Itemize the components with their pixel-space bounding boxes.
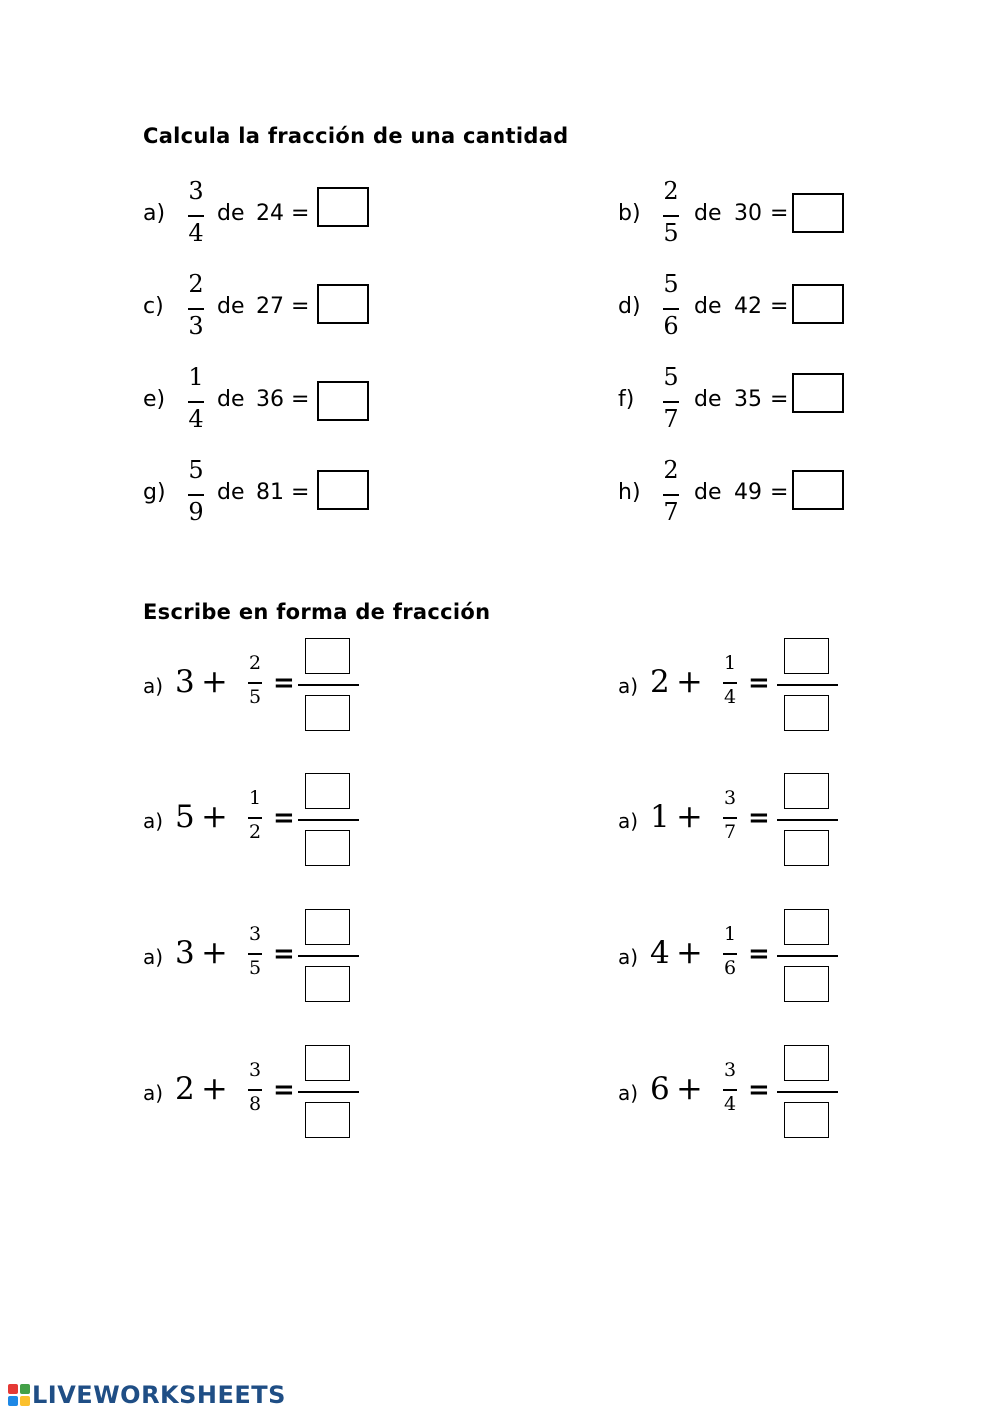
plus-sign: +	[676, 662, 703, 700]
word-de: de	[694, 294, 722, 319]
question-label: b)	[618, 201, 641, 226]
question-label: a)	[618, 809, 639, 833]
answer-fraction-bar	[777, 955, 838, 957]
fraction-bar	[723, 953, 737, 955]
answer-box[interactable]	[317, 470, 369, 510]
fraction-bar	[248, 817, 262, 819]
answer-box[interactable]	[317, 381, 369, 421]
logo-text: LIVEWORKSHEETS	[32, 1381, 286, 1409]
denominator-answer-box[interactable]	[784, 1102, 829, 1138]
equals-sign: =	[273, 1075, 295, 1105]
equals-sign: =	[273, 668, 295, 698]
answer-box[interactable]	[792, 470, 844, 510]
question-label: a)	[143, 945, 164, 969]
whole-number: 6	[650, 1071, 670, 1107]
quantity: 30	[734, 201, 762, 226]
question-label: e)	[143, 387, 166, 412]
equals-sign: =	[748, 939, 770, 969]
fraction-bar	[723, 817, 737, 819]
mixed-question-5	[143, 909, 373, 1009]
numerator-answer-box[interactable]	[784, 638, 829, 674]
whole-number: 3	[175, 664, 195, 700]
fraction-bar	[248, 1089, 262, 1091]
section2-title: Escribe en forma de fracción	[143, 600, 491, 624]
answer-fraction-bar	[777, 819, 838, 821]
answer-box[interactable]	[792, 193, 844, 233]
answer-box[interactable]	[792, 284, 844, 324]
numerator: 2	[248, 652, 262, 674]
word-de: de	[217, 294, 245, 319]
whole-number: 2	[175, 1071, 195, 1107]
denominator: 7	[723, 821, 737, 843]
fraction-bar	[663, 401, 679, 403]
quantity: 49	[734, 480, 762, 505]
denominator: 3	[188, 312, 204, 340]
word-de: de	[694, 387, 722, 412]
fraction-bar	[723, 682, 737, 684]
denominator: 4	[188, 405, 204, 433]
numerator-answer-box[interactable]	[305, 638, 350, 674]
mixed-question-8	[618, 1045, 848, 1145]
answer-fraction-bar	[298, 1091, 359, 1093]
denominator-answer-box[interactable]	[784, 695, 829, 731]
plus-sign: +	[201, 1069, 228, 1107]
numerator: 1	[723, 923, 737, 945]
numerator-answer-box[interactable]	[784, 1045, 829, 1081]
mixed-question-3	[143, 773, 373, 873]
denominator: 4	[723, 686, 737, 708]
mixed-question-1	[143, 638, 373, 738]
answer-fraction-bar	[298, 955, 359, 957]
equals-sign: =	[291, 294, 310, 319]
fraction-bar	[188, 401, 204, 403]
denominator: 2	[248, 821, 262, 843]
fraction-bar	[663, 215, 679, 217]
numerator: 2	[663, 456, 679, 484]
answer-fraction-bar	[777, 684, 838, 686]
quantity: 24	[256, 201, 284, 226]
numerator-answer-box[interactable]	[784, 909, 829, 945]
whole-number: 5	[175, 799, 195, 835]
denominator: 5	[248, 686, 262, 708]
question-label: a)	[143, 201, 166, 226]
whole-number: 2	[650, 664, 670, 700]
fraction-bar	[663, 494, 679, 496]
denominator: 4	[188, 219, 204, 247]
quantity: 42	[734, 294, 762, 319]
question-label: g)	[143, 480, 166, 505]
denominator: 5	[248, 957, 262, 979]
question-label: f)	[618, 387, 635, 412]
word-de: de	[694, 201, 722, 226]
numerator: 1	[188, 363, 204, 391]
quantity: 36	[256, 387, 284, 412]
plus-sign: +	[201, 933, 228, 971]
denominator-answer-box[interactable]	[305, 695, 350, 731]
numerator: 3	[188, 177, 204, 205]
answer-box[interactable]	[317, 187, 369, 227]
answer-box[interactable]	[792, 373, 844, 413]
numerator-answer-box[interactable]	[305, 773, 350, 809]
plus-sign: +	[676, 933, 703, 971]
numerator-answer-box[interactable]	[305, 909, 350, 945]
section1-title: Calcula la fracción de una cantidad	[143, 124, 569, 148]
fraction-bar	[188, 215, 204, 217]
denominator-answer-box[interactable]	[305, 1102, 350, 1138]
question-label: a)	[143, 674, 164, 698]
equals-sign: =	[748, 1075, 770, 1105]
whole-number: 3	[175, 935, 195, 971]
equals-sign: =	[770, 387, 789, 412]
denominator: 8	[248, 1093, 262, 1115]
equals-sign: =	[748, 668, 770, 698]
denominator: 6	[723, 957, 737, 979]
numerator: 2	[663, 177, 679, 205]
numerator: 5	[188, 456, 204, 484]
answer-fraction-bar	[298, 684, 359, 686]
logo-square	[8, 1384, 18, 1394]
question-label: a)	[143, 809, 164, 833]
word-de: de	[694, 480, 722, 505]
equals-sign: =	[273, 939, 295, 969]
denominator: 5	[663, 219, 679, 247]
equals-sign: =	[748, 803, 770, 833]
numerator-answer-box[interactable]	[784, 773, 829, 809]
word-de: de	[217, 387, 245, 412]
denominator: 9	[188, 498, 204, 526]
denominator: 7	[663, 498, 679, 526]
numerator: 1	[248, 787, 262, 809]
word-de: de	[217, 201, 245, 226]
mixed-question-6	[618, 909, 848, 1009]
plus-sign: +	[676, 797, 703, 835]
question-label: a)	[618, 1081, 639, 1105]
denominator-answer-box[interactable]	[784, 830, 829, 866]
equals-sign: =	[291, 480, 310, 505]
fraction-bar	[248, 953, 262, 955]
numerator: 3	[248, 923, 262, 945]
numerator: 3	[248, 1059, 262, 1081]
numerator: 5	[663, 270, 679, 298]
answer-box[interactable]	[317, 284, 369, 324]
question-label: a)	[618, 945, 639, 969]
question-label: a)	[618, 674, 639, 698]
numerator: 3	[723, 787, 737, 809]
denominator: 4	[723, 1093, 737, 1115]
equals-sign: =	[770, 294, 789, 319]
mixed-question-2	[618, 638, 848, 738]
denominator-answer-box[interactable]	[784, 966, 829, 1002]
fraction-bar	[248, 682, 262, 684]
liveworksheets-logo-icon	[8, 1384, 30, 1406]
logo-square	[8, 1396, 18, 1406]
fraction-bar	[188, 494, 204, 496]
quantity: 27	[256, 294, 284, 319]
plus-sign: +	[201, 797, 228, 835]
quantity: 35	[734, 387, 762, 412]
denominator-answer-box[interactable]	[305, 966, 350, 1002]
logo-square	[20, 1396, 30, 1406]
denominator-answer-box[interactable]	[305, 830, 350, 866]
equals-sign: =	[273, 803, 295, 833]
fraction-bar	[723, 1089, 737, 1091]
whole-number: 4	[650, 935, 670, 971]
denominator: 7	[663, 405, 679, 433]
liveworksheets-logo[interactable]	[8, 1380, 286, 1410]
answer-fraction-bar	[298, 819, 359, 821]
numerator: 5	[663, 363, 679, 391]
numerator-answer-box[interactable]	[305, 1045, 350, 1081]
question-label: d)	[618, 294, 641, 319]
fraction-bar	[663, 308, 679, 310]
equals-sign: =	[770, 201, 789, 226]
numerator: 2	[188, 270, 204, 298]
quantity: 81	[256, 480, 284, 505]
mixed-question-7	[143, 1045, 373, 1145]
equals-sign: =	[291, 201, 310, 226]
plus-sign: +	[201, 662, 228, 700]
numerator: 3	[723, 1059, 737, 1081]
question-label: a)	[143, 1081, 164, 1105]
question-label: h)	[618, 480, 641, 505]
plus-sign: +	[676, 1069, 703, 1107]
logo-square	[20, 1384, 30, 1394]
numerator: 1	[723, 652, 737, 674]
mixed-question-4	[618, 773, 848, 873]
answer-fraction-bar	[777, 1091, 838, 1093]
word-de: de	[217, 480, 245, 505]
equals-sign: =	[770, 480, 789, 505]
whole-number: 1	[650, 799, 670, 835]
equals-sign: =	[291, 387, 310, 412]
fraction-bar	[188, 308, 204, 310]
question-label: c)	[143, 294, 164, 319]
denominator: 6	[663, 312, 679, 340]
